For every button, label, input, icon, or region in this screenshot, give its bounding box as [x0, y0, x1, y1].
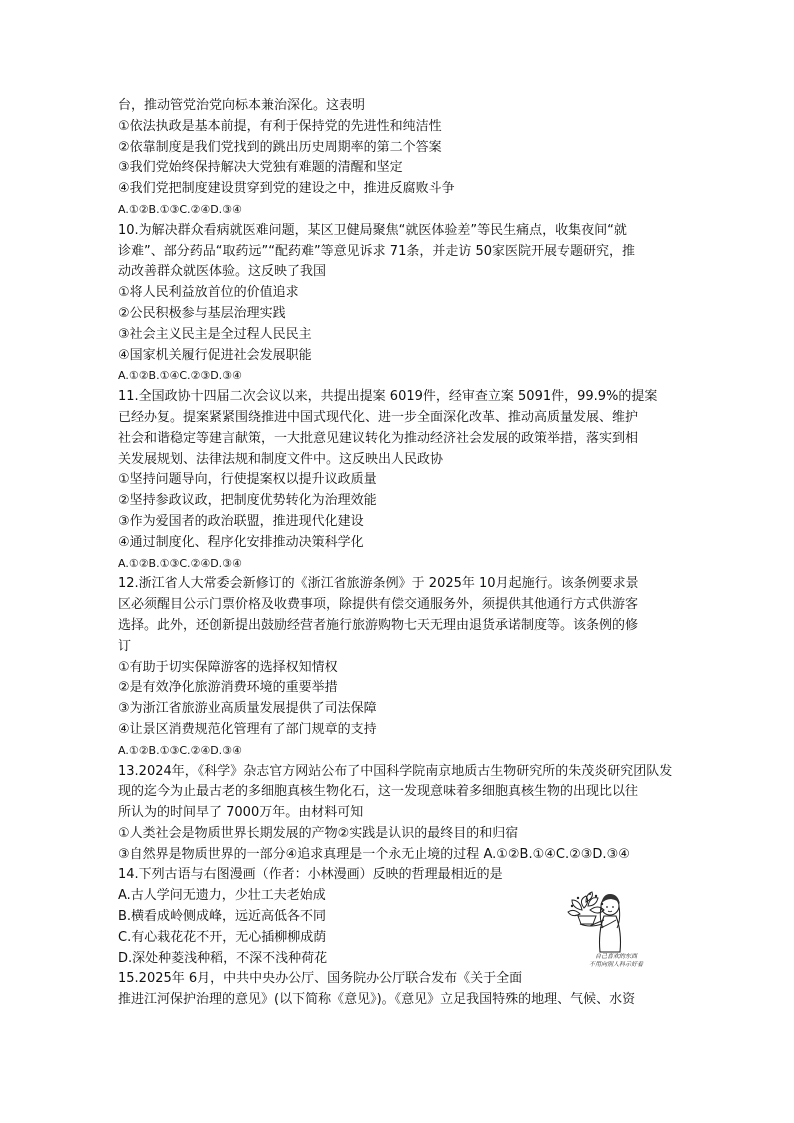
q10-options: A.①②B.①④C.②③D.③④: [118, 369, 242, 383]
q10-stem: 10.为解决群众看病就医难问题，某区卫健局聚焦“就医体验差”等民生痛点，收集夜间“就: [118, 222, 627, 238]
question-10: [118, 221, 688, 387]
q11-stem: 关发展规划、法律法规和制度文件中。这反映出人民政协: [118, 451, 444, 467]
q14-choice: C.有心栽花花不开，无心插柳柳成荫: [118, 929, 327, 945]
q11-choice: ①坚持问题导向，行使提案权以提升议政质量: [118, 472, 377, 488]
q9-options: A.①②B.①③C.②④D.③④: [118, 202, 242, 216]
q13-choice: ①人类社会是物质世界长期发展的产物②实践是认识的最终目的和归宿: [118, 825, 519, 841]
q10-choice: ④国家机关履行促进社会发展职能: [118, 347, 312, 363]
comic-caption: [568, 953, 664, 969]
q14-choice: D.深处种菱浅种稻，不深不浅种荷花: [118, 950, 328, 966]
q12-choice: ④让景区消费规范化管理有了部门规章的支持: [118, 721, 377, 737]
question-11: [118, 387, 688, 574]
q10-stem: 诊难”、部分药品“取药远”“配药难”等意见诉求 71条，并走访 50家医院开展专题研究，推: [118, 243, 636, 259]
q11-choice: ②坚持参政议政，把制度优势转化为治理效能: [118, 493, 377, 509]
q11-choice: ④通过制度化、程序化安排推动决策科学化: [118, 534, 364, 550]
question-9-tail: [118, 96, 688, 221]
q11-options: A.①②B.①③C.②④D.③④: [118, 556, 242, 570]
question-content: [118, 96, 688, 1011]
q9-choice: ③我们党始终保持解决大党独有难题的清醒和坚定: [118, 160, 403, 176]
q13-stem: 现的迄今为止最古老的多细胞真核生物化石，这一发现意味着多细胞真核生物的出现比以往: [118, 784, 639, 800]
question-15: [118, 969, 688, 1011]
q13-choice: ③自然界是物质世界的一部分④追求真理是一个永无止境的过程 A.①②B.①④C.②③D.③④: [118, 846, 630, 862]
q9-choice: ①依法执政是基本前提，有利于保持党的先进性和纯洁性: [118, 118, 442, 134]
q12-choice: ②是有效净化旅游消费环境的重要举措: [118, 680, 338, 696]
q9-choice: ②依靠制度是我们党找到的跳出历史周期率的第二个答案: [118, 139, 442, 155]
q11-choice: ③作为爱国者的政治联盟，推进现代化建设: [118, 513, 364, 529]
q14-choice: B.横看成岭侧成峰，远近高低各不同: [118, 909, 327, 925]
q11-stem: 社会和谐稳定等建言献策，一大批意见建议转化为推动经济社会发展的政策举措，落实到相: [118, 430, 639, 446]
question-12: [118, 574, 688, 761]
q14-stem: 14.下列古语与右图漫画（作者：小林漫画）反映的哲理最相近的是: [118, 867, 503, 883]
q15-stem: 15.2025年 6月，中共中央办公厅、国务院办公厅联合发布《关于全面: [118, 971, 523, 987]
q9-line: 台，推动管党治党向标本兼治深化。这表明: [118, 98, 366, 113]
comic-caption-line-1: 自己喜欢的东西: [594, 953, 637, 960]
q15-stem: 推进江河保护治理的意见》(以下简称《意见》)。《意见》立足我国特殊的地理、气候、水资: [118, 992, 636, 1008]
q9-choice: ④我们党把制度建设贯穿到党的建设之中，推进反腐败斗争: [118, 181, 455, 197]
q11-stem: 11.全国政协十四届二次会议以来，共提出提案 6019件，经审查立案 5091件，99.9%的提案: [118, 389, 658, 405]
comic-caption-line-2: 不用向别人科示好看: [588, 961, 643, 968]
q11-stem: 已经办复。提案紧紧围绕推进中国式现代化、进一步全面深化改革、推动高质量发展、维护: [118, 409, 639, 425]
q12-stem: 12.浙江省人大常委会新修订的《浙江省旅游条例》于 2025年 10月起施行。该条例要求景: [118, 576, 639, 592]
q12-choice: ①有助于切实保障游客的选择权知情权: [118, 659, 338, 675]
q13-stem: 13.2024年，《科学》杂志官方网站公布了中国科学院南京地质古生物研究所的朱茂炎研究团队发: [118, 763, 673, 779]
question-13: [118, 762, 688, 866]
q10-choice: ②公民积极参与基层治理实践: [118, 305, 286, 321]
q12-stem: 订: [118, 638, 132, 654]
q10-stem: 动改善群众就医体验。这反映了我国: [118, 264, 327, 280]
q14-choice: A.古人学问无遗力，少壮工夫老始成: [118, 888, 326, 904]
q10-choice: ③社会主义民主是全过程人民民主: [118, 326, 312, 342]
q12-stem: 选择。此外，还创新提出鼓励经营者施行旅游购物七天无理由退货承诺制度等。该条例的修: [118, 617, 639, 633]
q12-choice: ③为浙江省旅游业高质量发展提供了司法保障: [118, 701, 377, 717]
q10-choice: ①将人民利益放首位的价值追求: [118, 285, 299, 301]
q12-options: A.①②B.①③C.②④D.③④: [118, 743, 242, 757]
person-holding-plant-icon: [566, 890, 662, 954]
q12-stem: 区必须醒目公示门票价格及收费事项，除提供有偿交通服务外，须提供其他通行方式供游客: [118, 597, 639, 613]
q13-stem: 所认为的时间早了 7000万年。由材料可知: [118, 805, 364, 821]
